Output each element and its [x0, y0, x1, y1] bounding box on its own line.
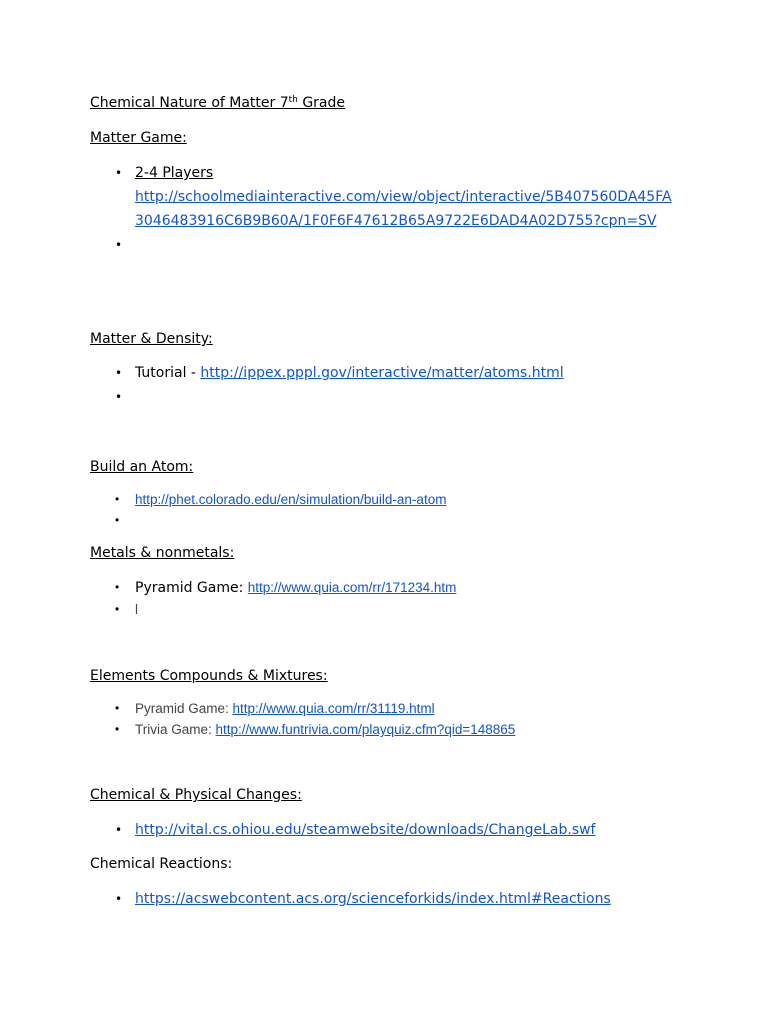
- title-superscript: th: [288, 95, 298, 105]
- bullet-icon: •: [115, 701, 120, 715]
- bullet-icon: •: [115, 513, 120, 527]
- funtrivia-link[interactable]: http://www.funtrivia.com/playquiz.cfm?qid=148865: [215, 722, 516, 737]
- list-item: [90, 161, 690, 233]
- ippex-link[interactable]: http://ippex.pppl.gov/interactive/matter/atoms.html: [200, 365, 564, 381]
- matter-density-list: [90, 361, 690, 409]
- bullet-icon: •: [115, 366, 123, 380]
- list-item: [90, 719, 690, 740]
- trivia-game-label: Trivia Game:: [135, 722, 216, 737]
- list-item: [90, 818, 690, 842]
- section-heading-elements: Elements Compounds & Mixtures:: [90, 668, 328, 684]
- bullet-icon: •: [115, 238, 123, 252]
- list-item-empty: [90, 233, 690, 257]
- list-item: [90, 698, 690, 719]
- bullet-icon: •: [115, 602, 120, 616]
- phet-link[interactable]: http://phet.colorado.edu/en/simulation/build-an-atom: [135, 492, 447, 507]
- page-title: [90, 94, 690, 112]
- pyramid-game-label: Pyramid Game:: [135, 580, 248, 596]
- bullet-icon: •: [115, 390, 123, 404]
- list-item-empty: [90, 510, 690, 531]
- elements-list: [90, 698, 690, 740]
- list-item: [90, 577, 690, 599]
- title-suffix: Grade: [297, 95, 346, 111]
- pyramid-game-label: Pyramid Game:: [135, 701, 233, 716]
- bullet-icon: •: [115, 722, 120, 736]
- list-item: [90, 489, 690, 510]
- metals-list: [90, 577, 690, 620]
- reactions-list: [90, 887, 690, 911]
- title-text: Chemical Nature of Matter 7: [90, 95, 289, 111]
- schoolmedia-link[interactable]: http://schoolmediainteractive.com/view/object/interactive/5B407560DA45FA3046483916C6B9B60A/1F0F6F47612B65A9722E6DAD4A02D755?cpn=SV: [135, 189, 672, 229]
- bullet-icon: •: [115, 166, 123, 180]
- quia-171234-link[interactable]: http://www.quia.com/rr/171234.htm: [247, 580, 457, 595]
- bullet-icon: •: [115, 892, 123, 906]
- list-item: [90, 887, 690, 911]
- section-heading-metals: Metals & nonmetals:: [90, 545, 235, 561]
- list-item: [90, 361, 690, 385]
- bullet-icon: •: [115, 492, 120, 506]
- acs-reactions-link[interactable]: https://acswebcontent.acs.org/scienceforkids/index.html#Reactions: [135, 891, 611, 907]
- quia-31119-link[interactable]: http://www.quia.com/rr/31119.html: [232, 701, 435, 716]
- list-item: [90, 599, 690, 620]
- bullet-icon: •: [115, 580, 120, 594]
- changelab-link[interactable]: http://vital.cs.ohiou.edu/steamwebsite/downloads/ChangeLab.swf: [135, 822, 596, 838]
- changes-list: [90, 818, 690, 842]
- section-heading-reactions: Chemical Reactions:: [90, 856, 233, 872]
- bullet-icon: •: [115, 823, 123, 837]
- section-heading-changes: Chemical & Physical Changes:: [90, 787, 302, 803]
- tutorial-label: Tutorial -: [135, 365, 201, 381]
- section-heading-matter-density: Matter & Density:: [90, 331, 213, 347]
- build-atom-list: [90, 489, 690, 531]
- list-item-empty: [90, 385, 690, 409]
- section-heading-build-atom: Build an Atom:: [90, 459, 194, 475]
- stray-text: l: [135, 602, 138, 617]
- players-text: 2-4 Players: [135, 165, 214, 181]
- matter-game-list: [90, 161, 690, 257]
- section-heading-matter-game: Matter Game:: [90, 130, 187, 146]
